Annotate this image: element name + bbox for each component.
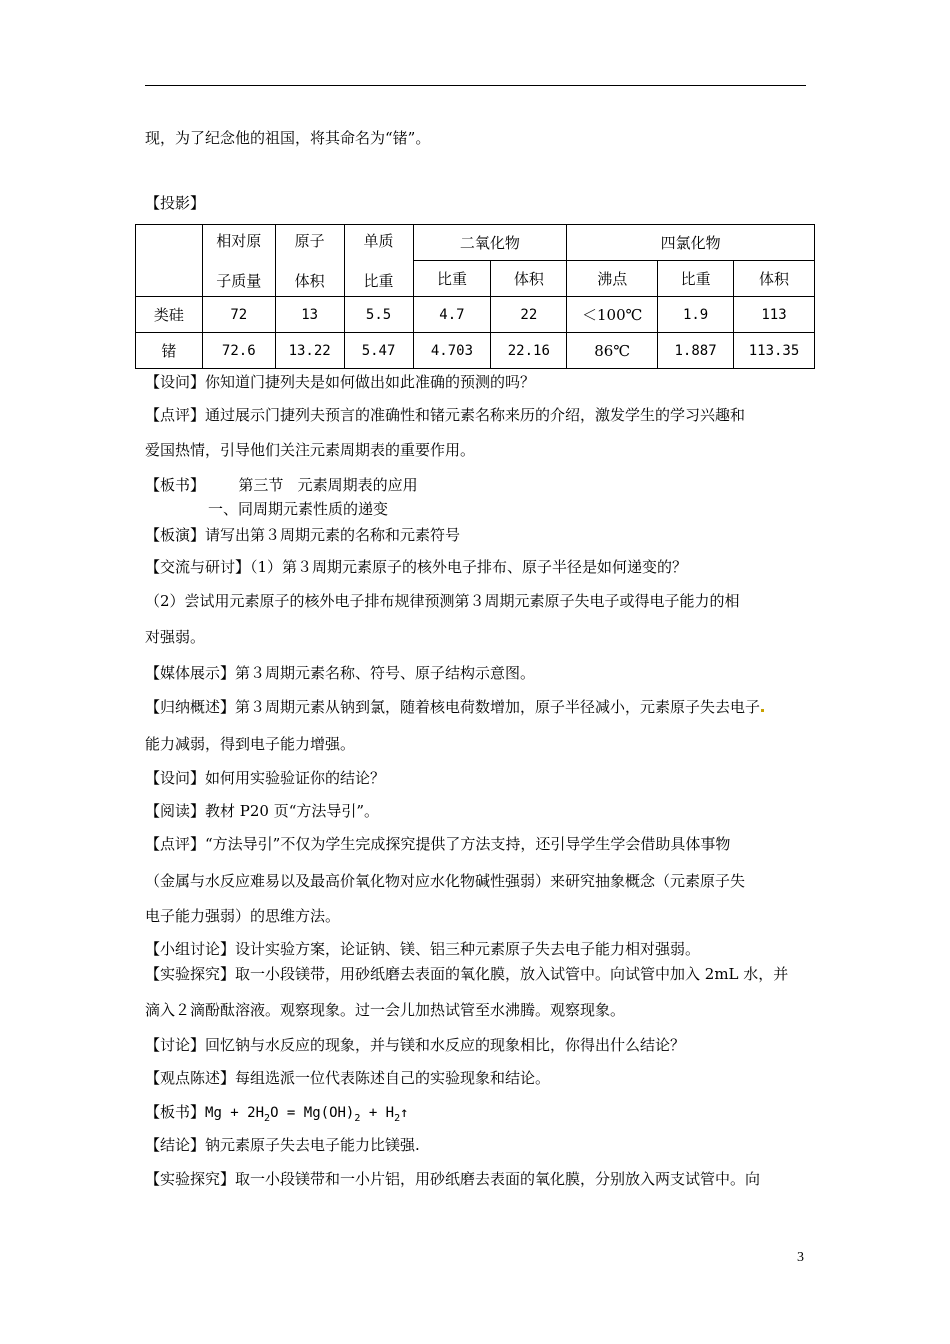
paragraph-line: 电子能力强弱）的思维方法。: [145, 907, 341, 925]
paragraph-line: 【小组讨论】设计实验方案，论证钠、镁、铝三种元素原子失去电子能力相对强弱。: [145, 940, 701, 958]
paragraph-line: 【点评】通过展示门捷列夫预言的准确性和锗元素名称来历的介绍，激发学生的学习兴趣和: [145, 406, 746, 424]
table-cell: 113.35: [734, 333, 815, 369]
header-cell: 单质 比重: [344, 225, 413, 297]
subheader-cell: 体积: [491, 261, 567, 297]
table-cell: 113: [734, 297, 815, 333]
subheader-cell: 比重: [413, 261, 491, 297]
table-corner-cell: [136, 225, 203, 297]
paragraph-line: 【实验探究】取一小段镁带，用砂纸磨去表面的氧化膜，放入试管中。向试管中加入 2mL 水，并: [145, 965, 789, 983]
table-cell: 1.9: [658, 297, 734, 333]
paragraph-line: 【交流与研讨】（1）第３周期元素原子的核外电子排布、原子半径是如何递变的？: [145, 558, 688, 576]
table-row: [136, 333, 815, 369]
paragraph-line: 滴入２滴酚酞溶液。观察现象。过一会儿加热试管至水沸腾。观察现象。: [145, 1001, 626, 1019]
paragraph-line: 【媒体展示】第３周期元素名称、符号、原子结构示意图。: [145, 664, 536, 682]
table-cell: 72.6: [202, 333, 275, 369]
table-cell: 13: [275, 297, 344, 333]
paragraph-line: 【板演】请写出第３周期元素的名称和元素符号: [145, 526, 461, 544]
table-cell: 22: [491, 297, 567, 333]
mark-dot: [761, 709, 764, 712]
paragraph-line: 【板书】 第三节 元素周期表的应用: [145, 476, 418, 494]
subheader-cell: 体积: [734, 261, 815, 297]
subheader-cell: 沸点: [567, 261, 658, 297]
header-cell: 四氯化物: [567, 225, 815, 261]
equation-text: $Mg + 2H_2O = Mg(OH)_2$ + $H_2↑$: [205, 1105, 409, 1124]
table-cell: 72: [202, 297, 275, 333]
table-cell: 4.7: [413, 297, 491, 333]
paragraph-line: [145, 697, 764, 717]
paragraph-line: 【讨论】回忆钠与水反应的现象，并与镁和水反应的现象相比，你得出什么结论？: [145, 1036, 686, 1054]
paragraph-line: 对强弱。: [145, 628, 206, 646]
paragraph-line: 【点评】“方法导引”不仅为学生完成探究提供了方法支持，还引导学生学会借助具体事物: [145, 835, 731, 853]
subheader-cell: 比重: [658, 261, 734, 297]
paragraph-text: 【归纳概述】第３周期元素从钠到氯，随着核电荷数增加，原子半径减小，元素原子失去电子: [145, 698, 761, 716]
paragraph-line: （2）尝试用元素原子的核外电子排布规律预测第３周期元素原子失电子或得电子能力的相: [145, 592, 740, 610]
paragraph-line: 【实验探究】取一小段镁带和一小片铝，用砂纸磨去表面的氧化膜，分别放入两支试管中。向: [145, 1170, 761, 1188]
paragraph-line: 能力减弱，得到电子能力增强。: [145, 735, 356, 753]
paragraph-line: 现，为了纪念他的祖国，将其命名为“锗”。: [145, 129, 431, 147]
paragraph-line: 【观点陈述】每组选派一位代表陈述自己的实验现象和结论。: [145, 1069, 551, 1087]
table-cell: 22.16: [491, 333, 567, 369]
page-number: 3: [797, 1250, 804, 1265]
table-row: [136, 297, 815, 333]
chemical-equation: [145, 1102, 409, 1129]
paragraph-line: 【设问】你知道门捷列夫是如何做出如此准确的预测的吗？: [145, 373, 536, 391]
table-cell: ＜100℃: [567, 297, 658, 333]
paragraph-line: 【设问】如何用实验验证你的结论？: [145, 769, 386, 787]
table-cell: 86℃: [567, 333, 658, 369]
header-cell: 相对原 子质量: [202, 225, 275, 297]
table-cell: 1.887: [658, 333, 734, 369]
header-cell: 原子 体积: [275, 225, 344, 297]
paragraph-line: 【结论】钠元素原子失去电子能力比镁强.: [145, 1136, 420, 1154]
table-cell: 5.47: [344, 333, 413, 369]
header-cell: 二氧化物: [413, 225, 567, 261]
row-label-cell: 锗: [136, 333, 203, 369]
header-rule: [145, 85, 806, 86]
paragraph-line: 【阅读】教材 P20 页“方法导引”。: [145, 802, 380, 820]
paragraph-line: （金属与水反应难易以及最高价氧化物对应水化物碱性强弱）来研究抽象概念（元素原子失: [145, 872, 746, 890]
subsection-title: 一、同周期元素性质的递变: [208, 500, 389, 518]
equation-label: 【板书】: [145, 1103, 206, 1121]
section-label: 【投影】: [145, 194, 206, 212]
germanium-comparison-table: [135, 224, 815, 369]
row-label-cell: 类硅: [136, 297, 203, 333]
table-cell: 5.5: [344, 297, 413, 333]
table-cell: 4.703: [413, 333, 491, 369]
paragraph-line: 爱国热情，引导他们关注元素周期表的重要作用。: [145, 441, 476, 459]
table-cell: 13.22: [275, 333, 344, 369]
